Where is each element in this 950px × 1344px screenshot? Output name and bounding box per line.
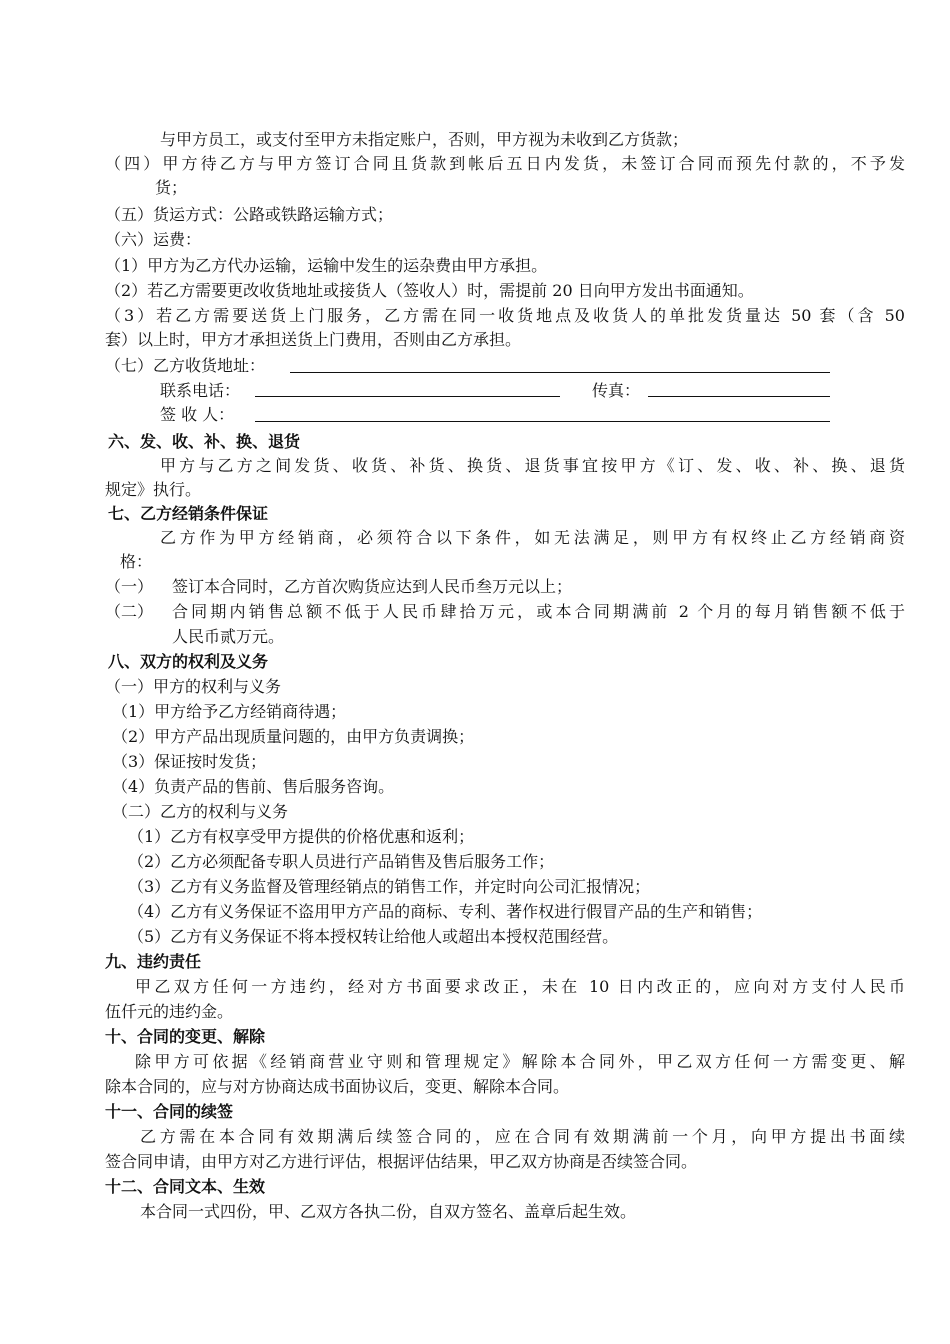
- section-6-text: 甲方与乙方之间发货、收货、补货、换货、退货事宜按甲方《订、发、收、补、换、退货: [160, 456, 905, 475]
- party-a-item-3: （3）保证按时发货；: [112, 752, 267, 771]
- section-12-text: 本合同一式四份，甲、乙双方各执二份，自双方签名、盖章后起生效。: [140, 1202, 637, 1221]
- section-7-heading: 七、乙方经销条件保证: [108, 504, 269, 523]
- freight-item-3: （3）若乙方需要送货上门服务，乙方需在同一收货地点及收货人的单批发货量达 50 套（含 50: [105, 306, 905, 325]
- freight-item-1: （1）甲方为乙方代办运输，运输中发生的运杂费由甲方承担。: [105, 256, 548, 275]
- party-b-rights-heading: （二）乙方的权利与义务: [112, 802, 289, 821]
- condition-2-text-cont: 人民币贰万元。: [172, 627, 285, 646]
- clause-4-delivery: （四）甲方待乙方与甲方签订合同且货款到帐后五日内发货，未签订合同而预先付款的，不予发: [105, 154, 905, 173]
- party-b-item-2: （2）乙方必须配备专职人员进行产品销售及售后服务工作；: [128, 852, 555, 871]
- clause-5-shipping-method: （五）货运方式：公路或铁路运输方式；: [105, 205, 394, 224]
- section-8-heading: 八、双方的权利及义务: [108, 652, 269, 671]
- section-9-heading: 九、违约责任: [105, 952, 202, 971]
- contact-phone-label: 联系电话：: [160, 381, 241, 400]
- freight-item-2: （2）若乙方需要更改收货地址或接货人（签收人）时，需提前 20 日向甲方发出书面通知。: [105, 281, 754, 300]
- signee-label: 签 收 人：: [160, 405, 235, 424]
- party-b-item-5: （5）乙方有义务保证不将本授权转让给他人或超出本授权范围经营。: [128, 927, 619, 946]
- party-a-rights-heading: （一）甲方的权利与义务: [105, 677, 282, 696]
- section-7-intro: 乙方作为甲方经销商，必须符合以下条件，如无法满足，则甲方有权终止乙方经销商资: [160, 528, 905, 547]
- section-7-intro-cont: 格：: [120, 552, 153, 571]
- section-11-text: 乙方需在本合同有效期满后续签合同的，应在合同有效期满前一个月，向甲方提出书面续: [140, 1127, 905, 1146]
- condition-1-text: 签订本合同时，乙方首次购货应达到人民币叁万元以上；: [172, 577, 573, 596]
- clause-7-receiving-address-label: （七）乙方收货地址：: [105, 356, 266, 375]
- receiving-address-blank: [290, 372, 830, 373]
- clause-6-freight: （六）运费：: [105, 230, 202, 249]
- party-a-item-2: （2）甲方产品出现质量问题的，由甲方负责调换；: [112, 727, 475, 746]
- party-a-item-4: （4）负责产品的售前、售后服务咨询。: [112, 777, 395, 796]
- fax-label: 传真：: [592, 381, 641, 400]
- fax-blank: [648, 396, 830, 397]
- section-10-text: 除甲方可依据《经销商营业守则和管理规定》解除本合同外，甲乙双方任何一方需变更、解: [135, 1052, 905, 1071]
- section-9-text-cont: 伍仟元的违约金。: [105, 1002, 234, 1021]
- condition-1-marker: （一）: [105, 577, 154, 596]
- section-9-text: 甲乙双方任何一方违约，经对方书面要求改正，未在 10 日内改正的，应向对方支付人民币: [135, 977, 905, 996]
- condition-2-marker: （二）: [105, 602, 154, 621]
- section-12-heading: 十二、合同文本、生效: [105, 1177, 266, 1196]
- signee-blank: [255, 421, 830, 422]
- condition-2-text: 合同期内销售总额不低于人民币肆拾万元，或本合同期满前 2 个月的每月销售额不低于: [172, 602, 905, 621]
- section-10-text-cont: 除本合同的，应与对方协商达成书面协议后，变更、解除本合同。: [105, 1077, 570, 1096]
- section-11-heading: 十一、合同的续签: [105, 1102, 234, 1121]
- freight-item-3-cont: 套）以上时，甲方才承担送货上门费用，否则由乙方承担。: [105, 330, 522, 349]
- section-11-text-cont: 签合同申请，由甲方对乙方进行评估，根据评估结果，甲乙双方协商是否续签合同。: [105, 1152, 698, 1171]
- clause-4-delivery-cont: 货；: [155, 178, 188, 197]
- party-a-item-1: （1）甲方给予乙方经销商待遇；: [112, 702, 347, 721]
- contact-phone-blank: [255, 396, 560, 397]
- party-b-item-4: （4）乙方有义务保证不盗用甲方产品的商标、专利、著作权进行假冒产品的生产和销售；: [128, 902, 763, 921]
- payment-clause-continuation: 与甲方员工，或支付至甲方未指定账户，否则，甲方视为未收到乙方货款；: [160, 130, 689, 149]
- section-6-text-cont: 规定》执行。: [105, 480, 202, 499]
- section-10-heading: 十、合同的变更、解除: [105, 1027, 266, 1046]
- party-b-item-3: （3）乙方有义务监督及管理经销点的销售工作，并定时向公司汇报情况；: [128, 877, 651, 896]
- party-b-item-1: （1）乙方有权享受甲方提供的价格优惠和返利；: [128, 827, 475, 846]
- section-6-heading: 六、发、收、补、换、退货: [108, 432, 301, 451]
